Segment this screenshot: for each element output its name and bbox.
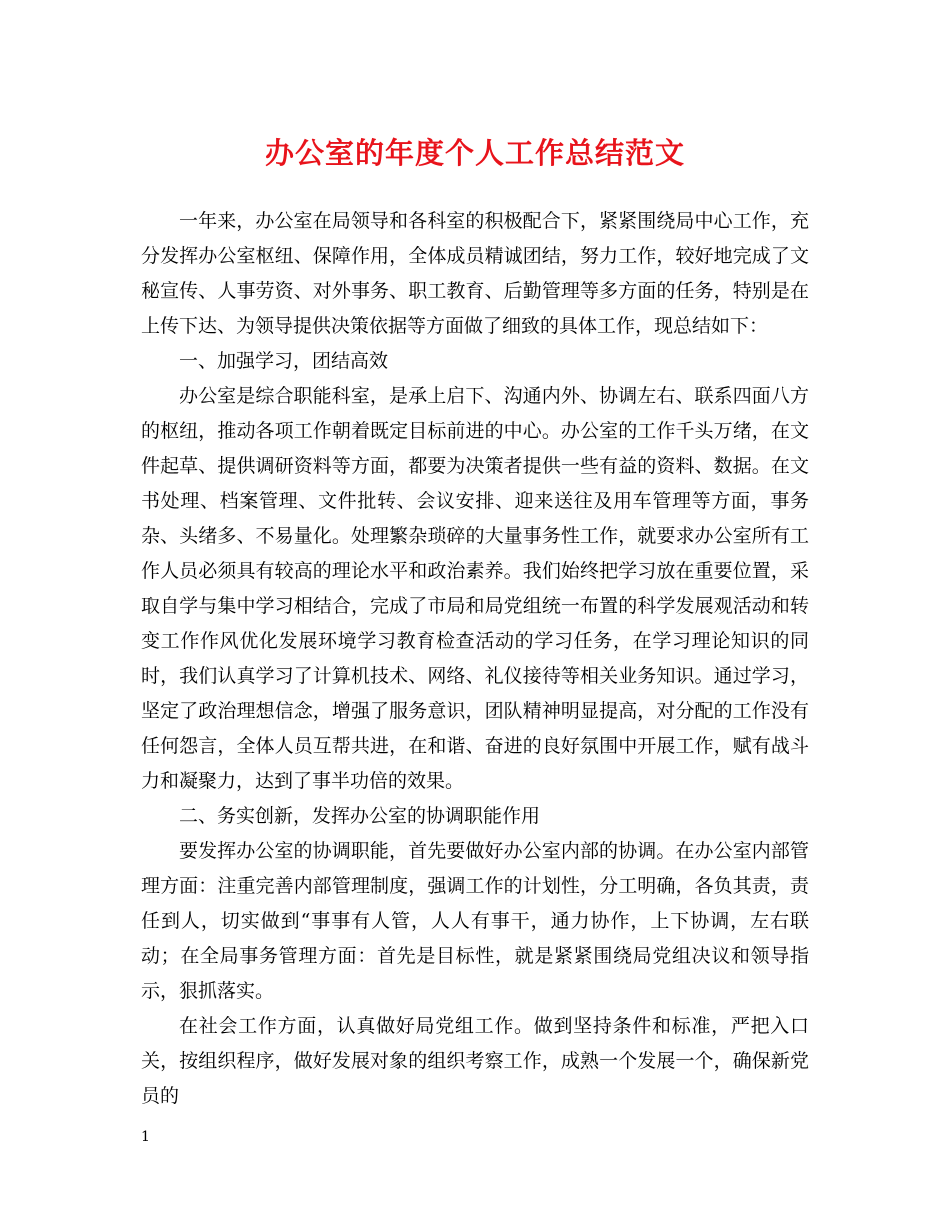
paragraph-social-work: 在社会工作方面，认真做好局党组工作。做到坚持条件和标准，严把入口关，按组织程序，做好发展对象的组织考察工作，成熟一个发展一个，确保新党员的 bbox=[141, 1015, 809, 1107]
paragraph-section-1: 办公室是综合职能科室，是承上启下、沟通内外、协调左右、联系四面八方的枢纽，推动各项工作朝着既定目标前进的中心。办公室的工作千头万绪，在文件起草、提供调研资料等方面，都要为决策者提供一些有益的资料、数据。在文书处理、档案管理、文件批转、会议安排、迎来送往及用车管理等方面，事务杂、头绪多、不易量化。处理繁杂琐碎的大量事务性工作，就要求办公室所有工作人员必须具有较高的理论水平和政治素养。我们始终把学习放在重要位置，采取自学与集中学习相结合，完成了市局和局党组统一布置的科学发展观活动和转变工作作风优化发展环境学习教育检查活动的学习任务，在学习理论知识的同时，我们认真学习了计算机技术、网络、礼仪接待等相关业务知识。通过学习，坚定了政治理想信念，增强了服务意识，团队精神明显提高，对分配的工作没有任何怨言，全体人员互帮共进，在和谐、奋进的良好氛围中开展工作，赋有战斗力和凝聚力，达到了事半功倍的效果。 bbox=[141, 385, 809, 792]
document-body bbox=[141, 204, 809, 1114]
paragraph-section-2: 要发挥办公室的协调职能，首先要做好办公室内部的协调。在办公室内部管理方面：注重完善内部管理制度，强调工作的计划性，分工明确，各负其责，责任到人，切实做到“事事有人管，人人有事干，通力协作，上下协调，左右联动；在全局事务管理方面：首先是目标性，就是紧紧围绕局党组决议和领导指示，狠抓落实。 bbox=[141, 840, 809, 1002]
document-title: 办公室的年度个人工作总结范文 bbox=[264, 136, 685, 170]
page-number: 1 bbox=[141, 1129, 150, 1145]
section-heading-2: 二、务实创新，发挥办公室的协调职能作用 bbox=[179, 805, 541, 827]
section-heading-1: 一、加强学习，团结高效 bbox=[179, 350, 389, 372]
paragraph-intro: 一年来，办公室在局领导和各科室的积极配合下，紧紧围绕局中心工作，充分发挥办公室枢纽、保障作用，全体成员精诚团结，努力工作，较好地完成了文秘宣传、人事劳资、对外事务、职工教育、后勤管理等多方面的任务，特别是在上传下达、为领导提供决策依据等方面做了细致的具体工作，现总结如下： bbox=[141, 210, 809, 337]
